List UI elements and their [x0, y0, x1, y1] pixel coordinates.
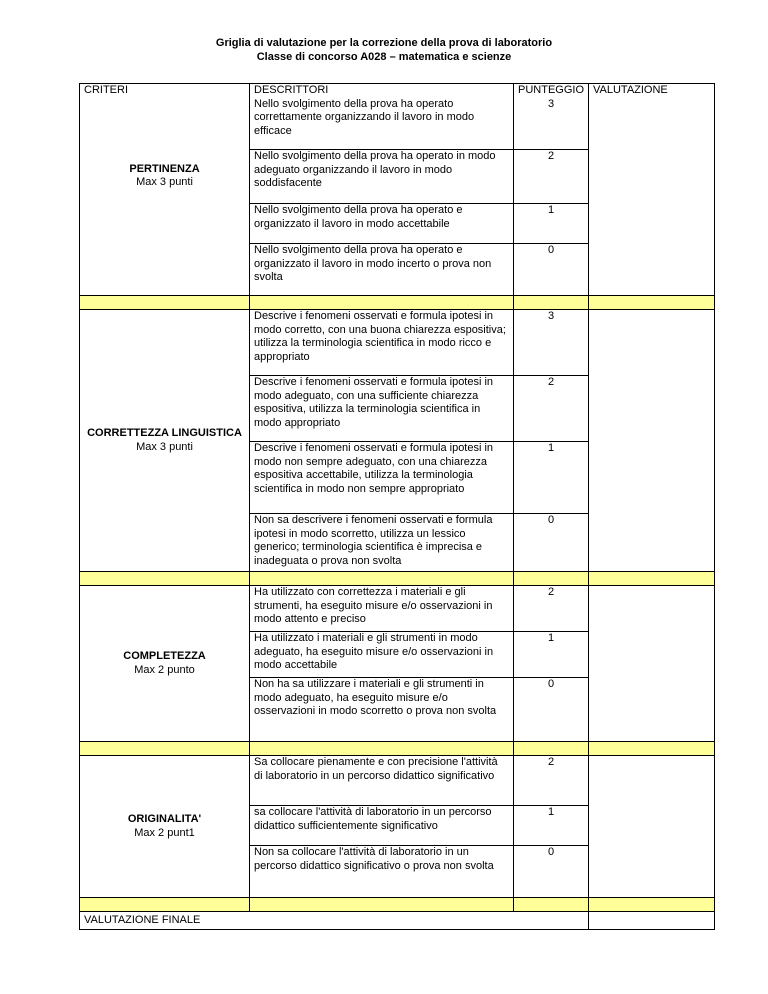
- descriptor-text: Descrive i fenomeni osservati e formula ipotesi in modo adeguato, con una sufficiente chiarezza espositiva, utilizza la terminologia scientifica in modo appropriato: [250, 376, 514, 442]
- descriptor-cell: [250, 84, 514, 150]
- criterion-max: Max 3 punti: [136, 440, 193, 453]
- valutazione-cell: [589, 84, 715, 296]
- criterion-cell: [80, 84, 250, 296]
- descriptor-text: sa collocare l'attività di laboratorio in un percorso didattico sufficientemente significativo: [250, 806, 514, 846]
- score-value: 3: [547, 97, 555, 110]
- descriptor-text: Non ha sa utilizzare i materiali e gli strumenti in modo adeguato, ha eseguito misure e/o osservazioni in modo scorretto o prova non svolta: [250, 678, 514, 742]
- separator-row: [80, 572, 715, 586]
- valutazione-cell: [589, 756, 715, 898]
- final-row: [80, 912, 715, 930]
- score-value: 1: [514, 632, 589, 678]
- final-label: VALUTAZIONE FINALE: [80, 912, 589, 930]
- descriptor-text: Non sa descrivere i fenomeni osservati e formula ipotesi in modo scorretto, utilizza un lessico generico; terminologia scientifica è imprecisa e inadeguata o prova non svolta: [250, 514, 514, 572]
- criterion-max: Max 2 punto: [134, 663, 195, 676]
- criterion-cell: [80, 586, 250, 742]
- descriptor-text: Ha utilizzato i materiali e gli strumenti in modo adeguato, ha eseguito misure e/o osservazioni in modo accettabile: [250, 632, 514, 678]
- separator-row: [80, 742, 715, 756]
- score-value: 0: [514, 678, 589, 742]
- descriptor-text: Descrive i fenomeni osservati e formula ipotesi in modo non sempre adeguato, con una chiarezza espositiva accettabile, utilizza la terminologia scientifica in modo non sempre appropriato: [250, 442, 514, 514]
- criterion-name: COMPLETEZZA: [123, 650, 206, 662]
- score-value: 0: [514, 244, 589, 296]
- score-value: 2: [514, 150, 589, 204]
- descriptor-text: Nello svolgimento della prova ha operato e organizzato il lavoro in modo accettabile: [250, 204, 514, 244]
- descriptor-text: Nello svolgimento della prova ha operato correttamente organizzando il lavoro in modo efficace: [254, 97, 475, 137]
- table-row: [80, 756, 715, 806]
- score-value: 3: [514, 310, 589, 376]
- descriptor-text: Ha utilizzato con correttezza i materiali e gli strumenti, ha eseguito misure e/o osservazioni in modo attento e preciso: [250, 586, 514, 632]
- score-value: 1: [514, 204, 589, 244]
- header-descrittori: DESCRITTORI: [254, 84, 329, 96]
- separator-row: [80, 898, 715, 912]
- score-value: 2: [514, 586, 589, 632]
- table-row: [80, 586, 715, 632]
- table-row: [80, 310, 715, 376]
- score-cell: [514, 84, 589, 150]
- header-criteri: CRITERI: [84, 84, 128, 96]
- descriptor-text: Descrive i fenomeni osservati e formula ipotesi in modo corretto, con una buona chiarezza espositiva; utilizza la terminologia scientifica in modo ricco e appropriato: [250, 310, 514, 376]
- score-value: 0: [514, 514, 589, 572]
- score-value: 1: [514, 442, 589, 514]
- final-value-cell: [589, 912, 715, 930]
- criterion-max: Max 2 punt1: [134, 826, 195, 839]
- score-value: 0: [514, 846, 589, 898]
- criterion-max: Max 3 punti: [136, 176, 193, 188]
- criterion-name: PERTINENZA: [129, 162, 200, 175]
- document-title: Griglia di valutazione per la correzione della prova di laboratorio: [215, 37, 553, 49]
- separator-row: [80, 296, 715, 310]
- document-subtitle: Classe di concorso A028 – matematica e scienze: [256, 51, 512, 63]
- criterion-name: ORIGINALITA': [127, 813, 202, 825]
- header-punteggio: PUNTEGGIO: [518, 84, 585, 96]
- valutazione-cell: [589, 310, 715, 572]
- descriptor-text: Nello svolgimento della prova ha operato e organizzato il lavoro in modo incerto o prova non svolta: [250, 244, 514, 296]
- descriptor-text: Non sa collocare l'attività di laboratorio in un percorso didattico significativo o prova non svolta: [250, 846, 514, 898]
- valutazione-cell: [589, 586, 715, 742]
- descriptor-text: Nello svolgimento della prova ha operato in modo adeguato organizzando il lavoro in modo soddisfacente: [250, 150, 514, 204]
- criterion-name: CORRETTEZZA LINGUISTICA: [87, 427, 242, 439]
- score-value: 2: [514, 756, 589, 806]
- evaluation-grid: [79, 83, 715, 930]
- criterion-cell: [80, 756, 250, 898]
- header-valutazione: VALUTAZIONE: [593, 84, 668, 96]
- score-value: 2: [514, 376, 589, 442]
- table-row: [80, 84, 715, 150]
- descriptor-text: Sa collocare pienamente e con precisione l'attività di laboratorio in un percorso didattico significativo: [250, 756, 514, 806]
- score-value: 1: [514, 806, 589, 846]
- criterion-cell: [80, 310, 250, 572]
